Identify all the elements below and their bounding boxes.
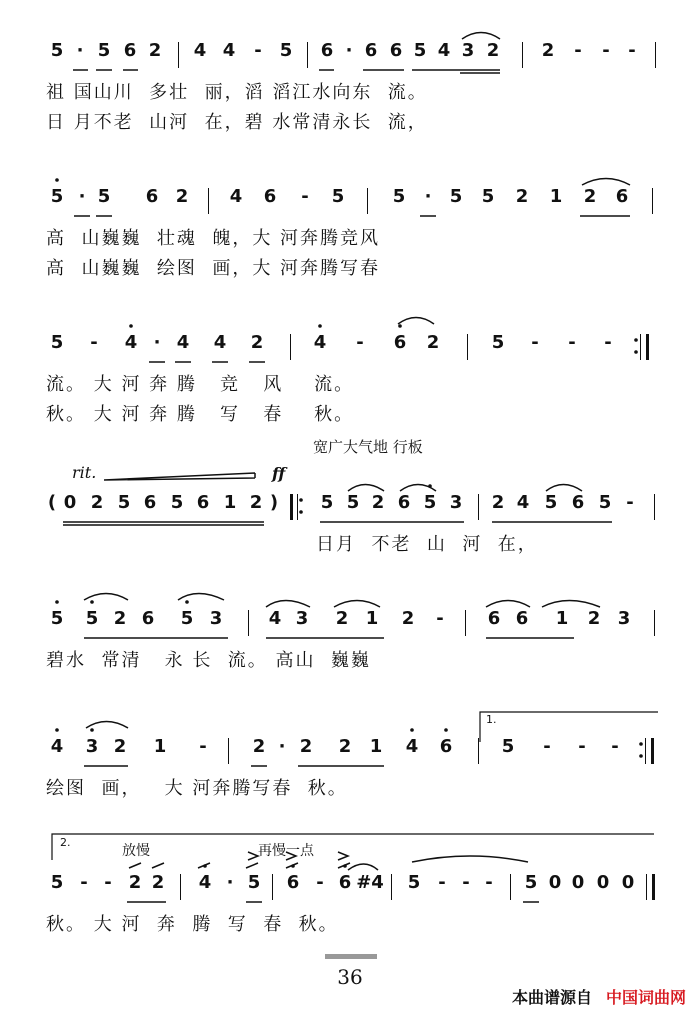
note: 5 [85, 608, 99, 629]
note: 1 [369, 736, 383, 757]
rit-marking: rit. [72, 463, 97, 482]
note: 2 [250, 332, 264, 353]
note: 4 [268, 608, 282, 629]
note: 5 [97, 186, 111, 207]
note: 1 [549, 186, 563, 207]
note: 2 [113, 736, 127, 757]
note: 4 [405, 736, 419, 757]
note: - [356, 332, 364, 353]
note: - [604, 332, 612, 353]
note: 6 [615, 186, 629, 207]
note: · [424, 186, 432, 207]
note: 5 [413, 40, 427, 61]
note: 6 [141, 608, 155, 629]
note: 5 [491, 332, 505, 353]
note: · [278, 736, 286, 757]
page-number-rule [325, 954, 377, 959]
note: - [254, 40, 262, 61]
note: 2 [299, 736, 313, 757]
note: 2 [249, 492, 263, 513]
note: 2 [486, 40, 500, 61]
note: 6 [571, 492, 585, 513]
note: 2 [90, 492, 104, 513]
note: 6 [143, 492, 157, 513]
tempo-mark-much-slower: 再慢一点 [258, 843, 314, 859]
page-number: 36 [337, 965, 363, 989]
note: 5 [524, 872, 538, 893]
note: - [611, 736, 619, 757]
note: 4 [222, 40, 236, 61]
note: 5 [320, 492, 334, 513]
note: 0 [548, 872, 562, 893]
note: 5 [50, 608, 64, 629]
note: - [316, 872, 324, 893]
note: 6 [515, 608, 529, 629]
note: - [436, 608, 444, 629]
lyric-verse-2: 高 山巍巍 绘图 画，大 河奔腾写春 [46, 258, 381, 279]
note: - [602, 40, 610, 61]
note: · [345, 40, 353, 61]
lyric-verse-1: 高 山巍巍 壮魂 魄，大 河奔腾竞风 [46, 228, 381, 249]
note: 0 [63, 492, 77, 513]
tempo-marking: 宽广大气地 行板 [313, 438, 423, 456]
note: 5 [544, 492, 558, 513]
note: 3 [461, 40, 475, 61]
source-credit [512, 985, 686, 1008]
note: - [574, 40, 582, 61]
note: 1 [555, 608, 569, 629]
volta-2-label: 2. [60, 836, 71, 849]
note: 4 [198, 872, 212, 893]
note: - [80, 872, 88, 893]
note: 4 [193, 40, 207, 61]
note: ( [47, 492, 57, 513]
note: 2 [401, 608, 415, 629]
lyric-verse-1: 碧水 常清 永 长 流。 高山 巍巍 [46, 650, 371, 671]
note: 5 [180, 608, 194, 629]
note: 3 [617, 608, 631, 629]
note: 4 [516, 492, 530, 513]
note: 6 [286, 872, 300, 893]
volta-1-label: 1. [486, 713, 497, 726]
note: 2 [587, 608, 601, 629]
note: 4 [124, 332, 138, 353]
note: 5 [331, 186, 345, 207]
note: 3 [449, 492, 463, 513]
lyric-verse-1: 流。 大 河 奔 腾 竞 风 流。 [46, 374, 355, 395]
note: 2 [338, 736, 352, 757]
source-label: 本曲谱源自 [511, 988, 592, 1007]
note: · [76, 40, 84, 61]
note: 4 [50, 736, 64, 757]
note: 2 [113, 608, 127, 629]
note: 2 [335, 608, 349, 629]
note: 1 [365, 608, 379, 629]
note: 5 [449, 186, 463, 207]
note: 1 [153, 736, 167, 757]
note: - [578, 736, 586, 757]
note: 4 [176, 332, 190, 353]
note: ) [269, 492, 279, 513]
note: - [531, 332, 539, 353]
note: 0 [571, 872, 585, 893]
note: 5 [50, 872, 64, 893]
note: 3 [209, 608, 223, 629]
note: 2 [515, 186, 529, 207]
note: 2 [175, 186, 189, 207]
note: 5 [50, 332, 64, 353]
note: 5 [501, 736, 515, 757]
note: 4 [229, 186, 243, 207]
note: #4 [356, 872, 384, 893]
note: · [226, 872, 234, 893]
note: 1 [223, 492, 237, 513]
note: 6 [123, 40, 137, 61]
note: 2 [541, 40, 555, 61]
note: 4 [437, 40, 451, 61]
note: 3 [295, 608, 309, 629]
note: 5 [392, 186, 406, 207]
note: 5 [50, 186, 64, 207]
note: 6 [439, 736, 453, 757]
lyric-verse-1: 绘图 画， 大 河奔腾写春 秋。 [46, 778, 348, 799]
lyric-verse-2: 秋。 大 河 奔 腾 写 春 秋。 [46, 404, 355, 425]
note: - [628, 40, 636, 61]
note: - [485, 872, 493, 893]
note: 2 [583, 186, 597, 207]
note: 2 [426, 332, 440, 353]
note: 5 [50, 40, 64, 61]
note: 5 [117, 492, 131, 513]
note: 6 [196, 492, 210, 513]
note: 5 [279, 40, 293, 61]
note: - [199, 736, 207, 757]
note: 4 [213, 332, 227, 353]
note: - [104, 872, 112, 893]
tempo-mark-slower: 放慢 [122, 843, 150, 859]
source-site[interactable]: 中国词曲网 [605, 988, 686, 1007]
note: 5 [97, 40, 111, 61]
note: 6 [364, 40, 378, 61]
note: 5 [346, 492, 360, 513]
note: 2 [151, 872, 165, 893]
note: 6 [338, 872, 352, 893]
note: - [301, 186, 309, 207]
note: 5 [598, 492, 612, 513]
note: 3 [85, 736, 99, 757]
note: 0 [621, 872, 635, 893]
note: 5 [247, 872, 261, 893]
note: - [568, 332, 576, 353]
lyric-verse-2: 日 月不老 山河 在，碧 水常清永长 流， [46, 112, 428, 133]
lyric-verse-1: 祖 国山川 多壮 丽，滔 滔江水向东 流。 [46, 82, 428, 103]
note: · [153, 332, 161, 353]
lyric-verse-1: 秋。 大 河 奔 腾 写 春 秋。 [46, 914, 339, 935]
note: 2 [128, 872, 142, 893]
note: - [626, 492, 634, 513]
note: 2 [491, 492, 505, 513]
note: 6 [389, 40, 403, 61]
note: - [462, 872, 470, 893]
lyric-verse-1: 日月 不老 山 河 在， [316, 534, 538, 555]
note: 6 [263, 186, 277, 207]
note: - [90, 332, 98, 353]
note: 2 [371, 492, 385, 513]
note: 5 [407, 872, 421, 893]
note: - [543, 736, 551, 757]
note: 5 [481, 186, 495, 207]
note: 0 [596, 872, 610, 893]
note: - [438, 872, 446, 893]
note: · [78, 186, 86, 207]
note: 6 [397, 492, 411, 513]
note: 5 [423, 492, 437, 513]
note: 4 [313, 332, 327, 353]
note: 2 [148, 40, 162, 61]
note: 6 [320, 40, 334, 61]
note: 2 [252, 736, 266, 757]
note: 6 [145, 186, 159, 207]
note: 6 [487, 608, 501, 629]
note: 6 [393, 332, 407, 353]
note: 5 [170, 492, 184, 513]
dynamic-ff: ff [272, 464, 286, 483]
